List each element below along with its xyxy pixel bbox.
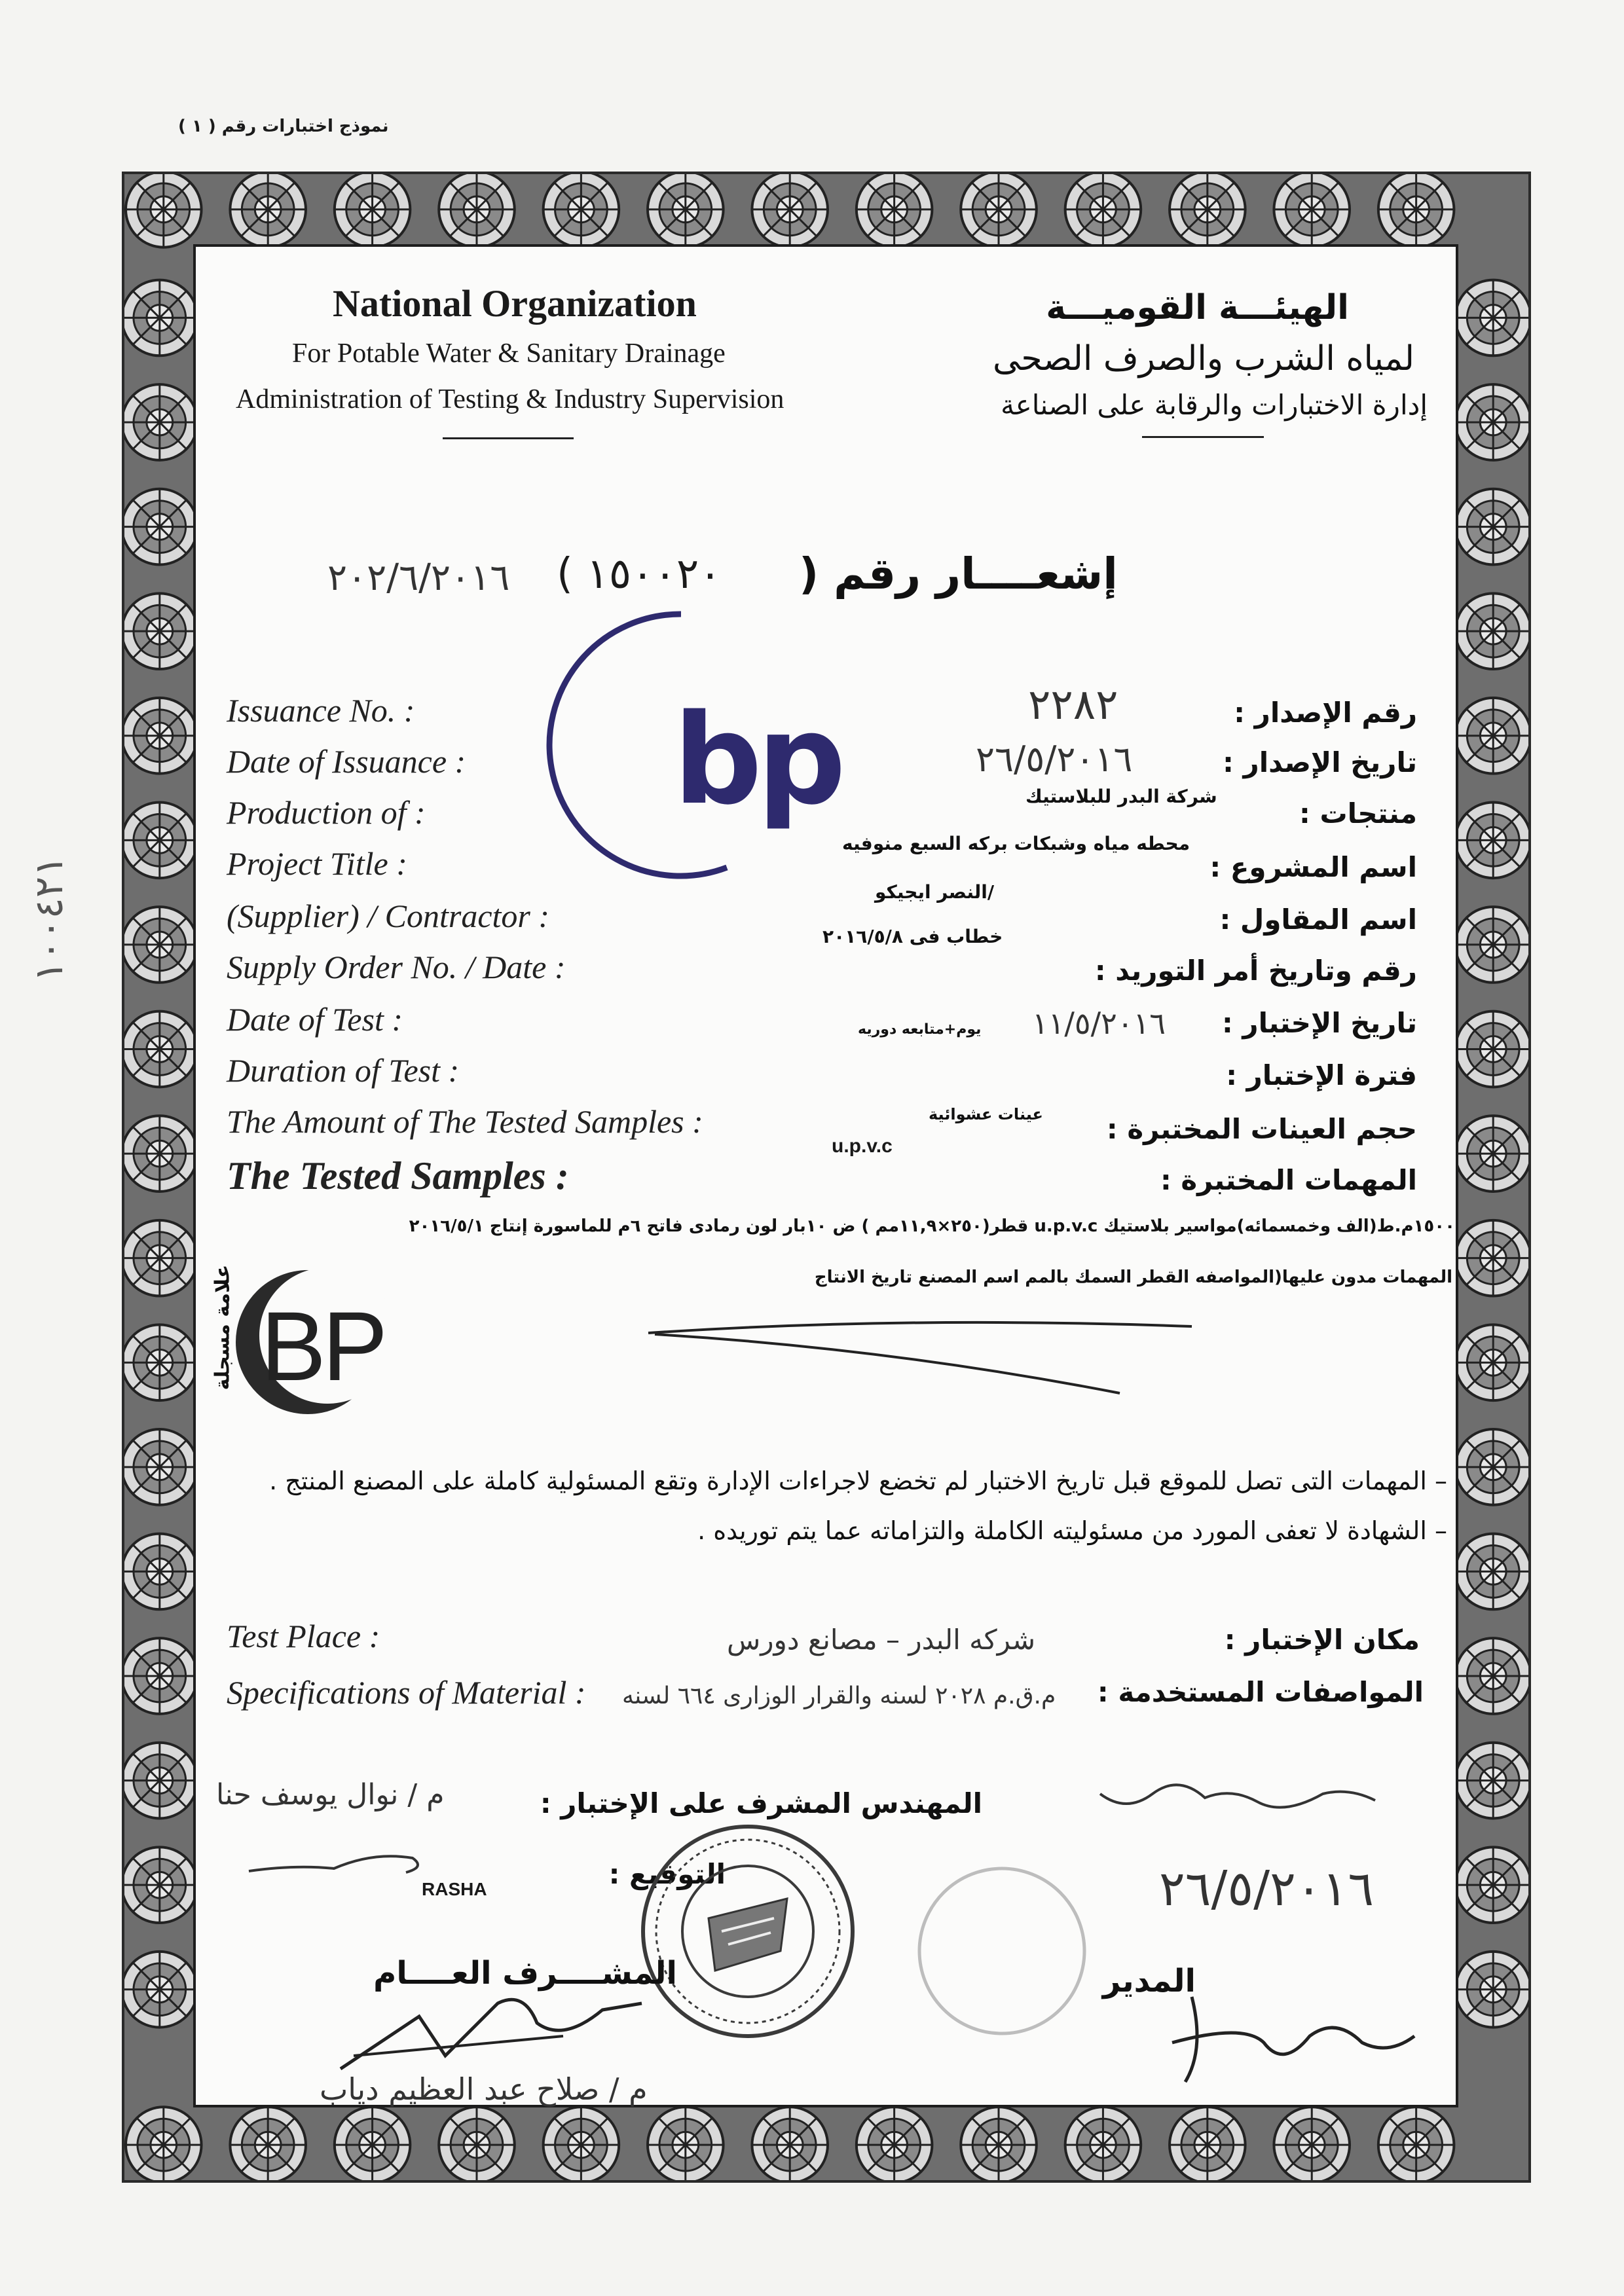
label-date-issuance-ar: تاريخ الإصدار :: [1223, 746, 1417, 778]
divider: [1142, 436, 1264, 438]
label-supply-order-ar: رقم وتاريخ أمر التوريد :: [1094, 955, 1417, 987]
label-signature: التوقيع :: [608, 1858, 726, 1890]
border-rosette-icon: [1274, 174, 1350, 247]
border-rosette-icon: [961, 2107, 1037, 2180]
org-subtitle-en: For Potable Water & Sanitary Drainage: [292, 338, 726, 369]
org-name-en: National Organization: [333, 282, 697, 325]
official-seal-stamp: [637, 1820, 859, 2043]
org-department-ar: إدارة الاختبارات والرقابة على الصناعة: [1001, 389, 1428, 421]
value-production-of: شركة البدر للبلاستيك: [1025, 786, 1217, 807]
label-tested-samples: The Tested Samples :: [227, 1154, 569, 1197]
border-rosette-icon: [1455, 489, 1528, 565]
border-rosette-icon: [124, 280, 198, 356]
border-rosette-icon: [1455, 907, 1528, 983]
border-rosette-icon: [124, 1743, 198, 1819]
tested-samples-line-2: المهمات مدون عليها(المواصفه القطر السمك بالمم اسم المصنع تاريخ الانتاج: [814, 1267, 1452, 1287]
border-rosette-icon: [124, 907, 198, 983]
border-rosette-icon: [648, 2107, 724, 2180]
label-amount-samples: The Amount of The Tested Samples :: [227, 1103, 703, 1140]
label-issuance-no: Issuance No. :: [227, 692, 415, 729]
border-rosette-icon: [126, 2107, 202, 2180]
label-date-test-ar: تاريخ الإختبار :: [1222, 1007, 1417, 1039]
label-test-place-ar: مكان الإختبار :: [1224, 1624, 1420, 1656]
director-initials-signature: [1087, 1768, 1388, 1827]
border-rosette-icon: [752, 2107, 828, 2180]
tested-samples-line-1: ١٥٠٠م.ط(الف وخمسمائه)مواسير بلاستيك u.p.v.c قطر(٢٥٠×١١,٩مم ) ض ١٠بار لون رمادى فاتح ٦م للماسورة إنتاج ٢٠١٦/٥/١: [409, 1216, 1455, 1236]
label-supply-order: Supply Order No. / Date :: [227, 949, 566, 985]
label-issuance-no-ar: رقم الإصدار :: [1234, 697, 1417, 729]
border-rosette-icon: [124, 1011, 198, 1087]
value-supply-order: خطاب فى ٢٠١٦/٥/٨: [822, 926, 1003, 947]
border-rosette-icon: [124, 1116, 198, 1192]
border-rosette-icon: [124, 1847, 198, 1923]
label-tested-ar: المهمات المختبرة :: [1160, 1164, 1417, 1196]
value-supervising-engineer: م / نوال يوسف حنا: [216, 1778, 445, 1812]
border-rosette-icon: [1455, 1534, 1528, 1610]
label-test-place: Test Place :: [227, 1618, 380, 1654]
label-date-issuance: Date of Issuance :: [227, 743, 466, 780]
notice-number: ١٥٠٠٢٠ ): [557, 550, 722, 598]
border-rosette-icon: [1065, 2107, 1141, 2180]
border-rosette-icon: [124, 489, 198, 565]
border-rosette-icon: [124, 1220, 198, 1296]
value-specifications: م.ق.م ٢٠٢٨ لسنه والقرار الوزارى ٦٦٤ لسنه: [622, 1683, 1056, 1709]
value-issuance-no: ٢٢٨٢: [1028, 681, 1118, 729]
border-rosette-icon: [544, 174, 619, 247]
border-rosette-icon: [1274, 2107, 1350, 2180]
border-rosette-icon: [752, 174, 828, 247]
border-rosette-icon: [648, 174, 724, 247]
border-rosette-icon: [230, 2107, 306, 2180]
border-rosette-icon: [1455, 1011, 1528, 1087]
border-rosette-icon: [1170, 2107, 1246, 2180]
strike-lines: [642, 1309, 1205, 1401]
value-date-issuance: ٢٦/٥/٢٠١٦: [976, 738, 1133, 780]
border-rosette-icon: [1455, 802, 1528, 878]
value-date-test: ١١/٥/٢٠١٦: [1032, 1006, 1166, 1041]
label-specifications-ar: المواصفات المستخدمة :: [1097, 1676, 1424, 1708]
border-rosette-icon: [124, 384, 198, 460]
value-contractor: /النصر ايجيكو: [875, 881, 995, 903]
border-rosette-icon: [544, 2107, 619, 2180]
border-rosette-icon: [124, 802, 198, 878]
border-rosette-icon: [1455, 1220, 1528, 1296]
border-rosette-icon: [1455, 1847, 1528, 1923]
border-rosette-icon: [439, 174, 515, 247]
label-specifications: Specifications of Material :: [227, 1674, 586, 1711]
border-rosette-icon: [1455, 1324, 1528, 1400]
border-rosette-icon: [1455, 1116, 1528, 1192]
note-2: – الشهادة لا تعفى المورد من مسئوليته الكاملة والتزاماته عما يتم توريده .: [697, 1516, 1447, 1545]
trademark-logo-text: BP: [261, 1291, 384, 1401]
border-rosette-icon: [124, 1952, 198, 2028]
value-amount-material: u.p.v.c: [832, 1135, 893, 1157]
border-rosette-icon: [1455, 593, 1528, 669]
border-rosette-icon: [124, 1324, 198, 1400]
director-signature: [1166, 1984, 1441, 2095]
org-name-ar: الهيئـــة القوميـــة: [1046, 288, 1349, 327]
divider: [443, 437, 574, 439]
value-amount-samples: عينات عشوائية: [929, 1105, 1043, 1123]
border-rosette-icon: [857, 2107, 932, 2180]
engineer-signature: [242, 1838, 439, 1891]
label-supervising-engineer: المهندس المشرف على الإختبار :: [540, 1787, 982, 1819]
faint-stamp: [910, 1859, 1094, 2043]
margin-note: ١٠٠٤٢١: [26, 855, 72, 982]
label-duration-test: Duration of Test :: [227, 1052, 460, 1089]
label-general-supervisor: المشــــرف العــــام: [373, 1955, 677, 1992]
label-project-ar: اسم المشروع :: [1209, 851, 1417, 883]
label-director: المدير: [1102, 1963, 1196, 1999]
bp-logo-text: bp: [673, 687, 841, 832]
trademark-label: علامة مسجلة: [211, 1264, 234, 1391]
org-subtitle-ar: لمياه الشرب والصرف الصحى: [993, 339, 1414, 378]
notice-label: إشعــــار رقم (: [799, 549, 1118, 599]
label-amount-ar: حجم العينات المختبرة :: [1106, 1113, 1417, 1145]
label-production-ar: منتجات :: [1299, 797, 1417, 829]
border-rosette-icon: [1378, 174, 1454, 247]
border-rosette-icon: [1455, 384, 1528, 460]
label-contractor: (Supplier) / Contractor :: [227, 898, 550, 934]
border-rosette-icon: [1378, 2107, 1454, 2180]
border-rosette-icon: [124, 1429, 198, 1505]
border-rosette-icon: [1455, 1952, 1528, 2028]
value-test-place: شركه البدر – مصانع دورس: [727, 1624, 1036, 1656]
border-rosette-icon: [961, 174, 1037, 247]
border-rosette-icon: [124, 1534, 198, 1610]
border-rosette-icon: [1065, 174, 1141, 247]
bp-logo: [530, 609, 858, 884]
label-date-test: Date of Test :: [227, 1001, 403, 1038]
border-rosette-icon: [124, 1638, 198, 1714]
general-supervisor-signature: [327, 1977, 668, 2082]
note-1: – المهمات التى تصل للموقع قبل تاريخ الاختبار لم تخضع لاجراءات الإدارة وتقع المسئولية كاملة على المصنع المنتج .: [269, 1467, 1447, 1495]
border-rosette-icon: [1455, 280, 1528, 356]
border-rosette-icon: [1455, 1743, 1528, 1819]
border-rosette-icon: [230, 174, 306, 247]
value-project-title: محطه مياه وشبكات بركه السبع منوفيه: [842, 833, 1190, 854]
border-rosette-icon: [335, 174, 411, 247]
label-duration-ar: فترة الإختبار :: [1226, 1059, 1417, 1091]
notice-number-handwritten: ٢٠٢/٦/٢٠١٦: [327, 556, 510, 599]
border-rosette-icon: [1170, 174, 1246, 247]
form-number: نموذج اختبارات رقم ( ١ ): [178, 117, 389, 136]
border-rosette-icon: [1455, 698, 1528, 774]
signature-name: RASHA: [422, 1879, 487, 1899]
handwritten-date: ٢٦/٥/٢٠١٦: [1159, 1861, 1375, 1917]
value-duration-test: يوم+متابعه دوريه: [858, 1021, 982, 1038]
border-rosette-icon: [126, 174, 202, 247]
border-rosette-icon: [124, 698, 198, 774]
border-rosette-icon: [1455, 1429, 1528, 1505]
border-rosette-icon: [857, 174, 932, 247]
general-supervisor-name: م / صلاح عبد العظيم دياب: [320, 2071, 648, 2107]
label-production-of: Production of :: [227, 794, 426, 831]
border-rosette-icon: [335, 2107, 411, 2180]
border-rosette-icon: [1455, 1638, 1528, 1714]
border-rosette-icon: [439, 2107, 515, 2180]
border-rosette-icon: [124, 593, 198, 669]
org-department-en: Administration of Testing & Industry Supervision: [236, 384, 784, 414]
label-project-title: Project Title :: [227, 845, 407, 882]
trademark-logo: [229, 1264, 399, 1421]
label-contractor-ar: اسم المقاول :: [1219, 903, 1417, 936]
